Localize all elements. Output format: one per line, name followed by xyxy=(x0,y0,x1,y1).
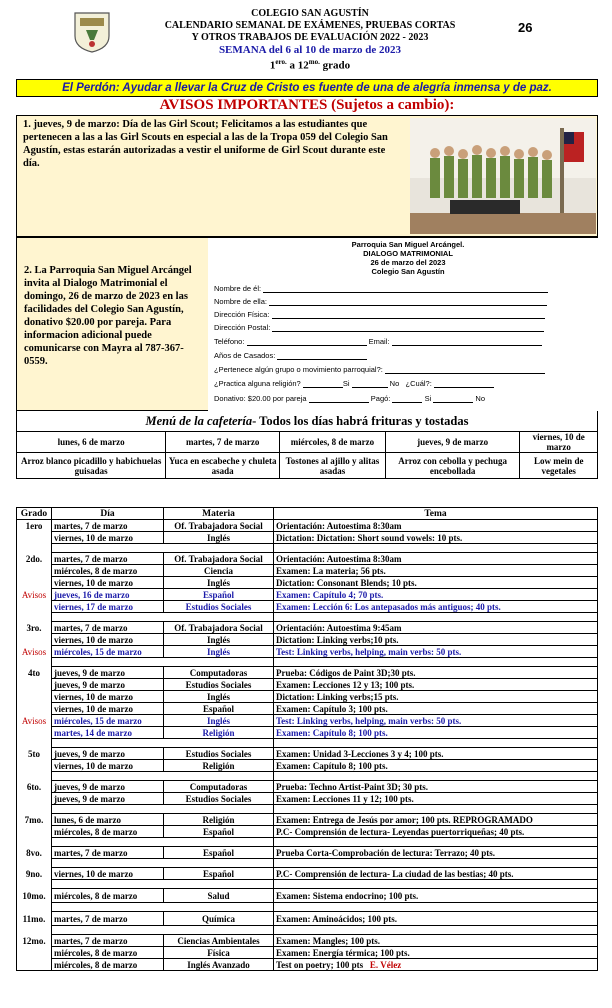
cell-dia: jueves, 9 de marzo xyxy=(52,748,164,760)
teacher-name: E. Vélez xyxy=(369,959,402,970)
document-header xyxy=(0,0,612,80)
menu-day: lunes, 6 de marzo xyxy=(17,432,166,453)
field-pago[interactable] xyxy=(392,394,422,403)
table-row xyxy=(17,565,598,577)
cell-dia: viernes, 10 de marzo xyxy=(52,760,164,772)
field-label-email: Email: xyxy=(368,337,390,346)
table-row xyxy=(17,601,598,613)
cell-dia: miércoles, 8 de marzo xyxy=(52,947,164,959)
table-row xyxy=(17,935,598,947)
cell-tema: Test: Linking verbs, helping, main verbs: 50 pts. xyxy=(274,646,598,658)
header-line-2: CALENDARIO SEMANAL DE EXÁMENES, PRUEBAS CORTAS xyxy=(164,20,456,31)
menu-meal: Yuca en escabeche y chuleta asada xyxy=(166,453,280,479)
table-row xyxy=(17,667,598,679)
cell-materia: Inglés xyxy=(164,577,274,589)
grade-label: 1ero xyxy=(17,520,52,532)
cell-dia: viernes, 10 de marzo xyxy=(52,634,164,646)
table-row xyxy=(17,889,598,903)
option-si: Si xyxy=(342,379,350,388)
cell-tema: Orientación: Autoestima 9:45am xyxy=(274,622,598,634)
cell-materia: Ciencias Ambientales xyxy=(164,935,274,947)
cell-tema: Examen: Sistema endocrino; 100 pts. xyxy=(274,889,598,903)
cell-materia: Estudios Sociales xyxy=(164,748,274,760)
col-header-dia: Día xyxy=(52,508,164,520)
cell-tema: P.C- Comprensión de lectura- La ciudad de las bestias; 40 pts. xyxy=(274,868,598,880)
cell-materia: Estudios Sociales xyxy=(164,793,274,805)
cell-dia: martes, 7 de marzo xyxy=(52,912,164,926)
option-pago-si: Si xyxy=(424,394,432,403)
aviso-2-text: 2. La Parroquia San Miguel Arcángel invita al Dialogo Matrimonial el domingo, 26 de marzo de 2023 en las facilidades del Colegio San Agustín, donativo $20.00 por pareja. Para informacion adicional puede comunicarse con Mayra al 787-367-0559. xyxy=(24,265,192,367)
field-label-religion: ¿Practica alguna religión? xyxy=(214,379,301,388)
field-religion-no[interactable] xyxy=(352,379,388,388)
menu-meal: Tostones al ajillo y alitas asadas xyxy=(280,453,386,479)
school-seal-icon xyxy=(72,10,112,54)
cell-dia: martes, 14 de marzo xyxy=(52,727,164,739)
cell-materia: Of. Trabajadora Social xyxy=(164,520,274,532)
menu-day: martes, 7 de marzo xyxy=(166,432,280,453)
field-religion-si[interactable] xyxy=(303,379,343,388)
grade-label: 5to xyxy=(17,748,52,760)
field-label-cual: ¿Cuál?: xyxy=(405,379,432,388)
cell-materia: Salud xyxy=(164,889,274,903)
table-row xyxy=(17,715,598,727)
table-row xyxy=(17,703,598,715)
cell-tema: Examen: Aminoácidos; 100 pts. xyxy=(274,912,598,926)
cell-materia: Español xyxy=(164,703,274,715)
cell-materia: Inglés xyxy=(164,691,274,703)
cell-tema: Prueba: Códigos de Paint 3D;30 pts. xyxy=(274,667,598,679)
table-row xyxy=(17,520,598,532)
cell-materia: Of. Trabajadora Social xyxy=(164,622,274,634)
grade-label: 8vo. xyxy=(17,847,52,859)
cell-materia: Inglés xyxy=(164,532,274,544)
menu-day: miércoles, 8 de marzo xyxy=(280,432,386,453)
field-nombre-el[interactable] xyxy=(263,284,548,293)
page-number: 26 xyxy=(518,20,533,35)
registration-form xyxy=(208,238,598,411)
grade-label: 3ro. xyxy=(17,622,52,634)
col-header-tema: Tema xyxy=(274,508,598,520)
field-label-pago: Pagó: xyxy=(370,394,391,403)
table-row xyxy=(17,847,598,859)
option-no: No xyxy=(389,379,400,388)
school-name: COLEGIO SAN AGUSTÍN xyxy=(251,8,369,19)
table-row xyxy=(17,947,598,959)
avisos-label: Avisos xyxy=(17,589,52,601)
cell-dia: viernes, 10 de marzo xyxy=(52,532,164,544)
table-row xyxy=(17,781,598,793)
cell-materia: Religión xyxy=(164,727,274,739)
form-title-1: Parroquia San Miguel Arcángel. xyxy=(351,240,465,249)
cell-dia: miércoles, 8 de marzo xyxy=(52,826,164,838)
aviso-2 xyxy=(16,237,598,411)
header-line-3: Y OTROS TRABAJOS DE EVALUACIÓN 2022 - 2023 xyxy=(191,32,429,43)
grade-label: 4to xyxy=(17,667,52,679)
grade-range: $1^{ero.}$ a $12^{mo.}$ grado xyxy=(269,58,351,72)
table-row xyxy=(17,691,598,703)
menu-title-rest: - Todos los días habrá frituras y tostadas xyxy=(252,414,469,428)
cell-materia: Inglés Avanzado xyxy=(164,959,274,971)
cell-materia: Inglés xyxy=(164,715,274,727)
cell-materia: Of. Trabajadora Social xyxy=(164,553,274,565)
table-row xyxy=(17,748,598,760)
table-row xyxy=(17,589,598,601)
form-title-3: 26 de marzo del 2023 xyxy=(370,258,446,267)
cell-dia: martes, 7 de marzo xyxy=(52,622,164,634)
cell-materia: Química xyxy=(164,912,274,926)
cell-dia: viernes, 10 de marzo xyxy=(52,577,164,589)
avisos-title: AVISOS IMPORTANTES (Sujetos a cambio): xyxy=(159,97,455,113)
field-label-donativo: Donativo: $20.00 por pareja xyxy=(214,394,307,403)
menu-title xyxy=(16,411,598,431)
cell-tema: Examen: Capítulo 8; 100 pts. xyxy=(274,727,598,739)
exams-table xyxy=(16,507,598,971)
cell-dia: miércoles, 15 de marzo xyxy=(52,646,164,658)
cell-tema: Dictation: Linking verbs;10 pts. xyxy=(274,634,598,646)
girl-scouts-photo xyxy=(410,118,596,234)
field-email[interactable] xyxy=(392,337,542,346)
field-label-dir-fisica: Dirección Física: xyxy=(214,310,270,319)
field-label-nombre-el: Nombre de él: xyxy=(214,284,262,293)
field-donativo[interactable] xyxy=(309,394,369,403)
table-row xyxy=(17,868,598,880)
cell-tema: Examen: Capítulo 4; 70 pts. xyxy=(274,589,598,601)
menu-meal: Arroz con cebolla y pechuga encebollada xyxy=(385,453,520,479)
cell-tema: Test: Linking verbs, helping, main verbs: 50 pts. xyxy=(274,715,598,727)
cell-tema: Dictation: Linking verbs;15 pts. xyxy=(274,691,598,703)
cell-materia: Computadoras xyxy=(164,667,274,679)
menu-title-main: Menú de la cafetería xyxy=(145,414,253,428)
cell-tema: Examen: Capítulo 8; 100 pts. xyxy=(274,760,598,772)
table-row xyxy=(17,760,598,772)
cell-tema: Examen: La materia; 56 pts. xyxy=(274,565,598,577)
grade-label: 9no. xyxy=(17,868,52,880)
week-range: SEMANA del 6 al 10 de marzo de 2023 xyxy=(218,44,402,56)
cell-materia: Ciencia xyxy=(164,565,274,577)
cell-materia: Español xyxy=(164,589,274,601)
cell-materia: Religión xyxy=(164,760,274,772)
cell-materia: Física xyxy=(164,947,274,959)
cell-dia: jueves, 9 de marzo xyxy=(52,793,164,805)
cell-materia: Español xyxy=(164,868,274,880)
grade-label: 2do. xyxy=(17,553,52,565)
cell-tema: Orientación: Autoestima 8:30am xyxy=(274,520,598,532)
cell-materia: Estudios Sociales xyxy=(164,601,274,613)
field-label-nombre-ella: Nombre de ella: xyxy=(214,297,267,306)
cell-dia: martes, 7 de marzo xyxy=(52,520,164,532)
grade-label: 10mo. xyxy=(17,889,52,903)
aviso-1 xyxy=(16,115,598,237)
cell-tema: Examen: Energía térmica; 100 pts. xyxy=(274,947,598,959)
cell-dia: martes, 7 de marzo xyxy=(52,847,164,859)
cafeteria-menu xyxy=(16,431,598,479)
field-label-grupo: ¿Pertenece algún grupo o movimiento parroquial?: xyxy=(214,365,383,374)
field-dir-postal[interactable] xyxy=(272,323,544,332)
table-row xyxy=(17,577,598,589)
field-dir-fisica[interactable] xyxy=(272,310,545,319)
cell-tema: Examen: Capítulo 3; 100 pts. xyxy=(274,703,598,715)
col-header-materia: Materia xyxy=(164,508,274,520)
table-row xyxy=(17,532,598,544)
field-nombre-ella[interactable] xyxy=(269,297,547,306)
menu-meal: Arroz blanco picadillo y habichuelas guisadas xyxy=(17,453,166,479)
table-row xyxy=(17,634,598,646)
form-title-2: DIALOGO MATRIMONIAL xyxy=(363,249,453,258)
table-row xyxy=(17,826,598,838)
table-row xyxy=(17,727,598,739)
table-row xyxy=(17,679,598,691)
col-header-grado: Grado xyxy=(17,508,52,520)
avisos-label: Avisos xyxy=(17,715,52,727)
cell-tema: Examen: Lecciones 12 y 13; 100 pts. xyxy=(274,679,598,691)
table-row xyxy=(17,814,598,826)
field-anos[interactable] xyxy=(277,351,367,360)
cell-tema: Examen: Entrega de Jesús por amor; 100 pts. REPROGRAMADO xyxy=(274,814,598,826)
cell-dia: viernes, 10 de marzo xyxy=(52,691,164,703)
field-cual[interactable] xyxy=(434,379,494,388)
cell-materia: Computadoras xyxy=(164,781,274,793)
cell-materia: Inglés xyxy=(164,634,274,646)
aviso-1-text: 1. jueves, 9 de marzo: Día de las Girl Scout; Felicitamos a las estudiantes que pertenecen a las a las Girl Scouts en especial a las de la Tropa 059 del Colegio San Agustín, estas estarán autorizadas a vestir el uniforme de Girl Scout durante este día. xyxy=(23,119,388,169)
cell-dia: viernes, 17 de marzo xyxy=(52,601,164,613)
field-label-dir-postal: Dirección Postal: xyxy=(214,323,271,332)
cell-dia: jueves, 9 de marzo xyxy=(52,781,164,793)
cell-dia: lunes, 6 de marzo xyxy=(52,814,164,826)
cell-dia: miércoles, 8 de marzo xyxy=(52,565,164,577)
table-row xyxy=(17,912,598,926)
grade-label: 6to. xyxy=(17,781,52,793)
cell-tema: P.C- Comprensión de lectura- Leyendas puertorriqueñas; 40 pts. xyxy=(274,826,598,838)
menu-day: viernes, 10 de marzo xyxy=(520,432,598,453)
cell-materia: Español xyxy=(164,826,274,838)
avisos-label: Avisos xyxy=(17,646,52,658)
form-title-4: Colegio San Agustín xyxy=(371,267,445,276)
cell-dia: viernes, 10 de marzo xyxy=(52,703,164,715)
field-label-anos: Años de Casados: xyxy=(214,351,276,360)
cell-dia: miércoles, 15 de marzo xyxy=(52,715,164,727)
field-telefono[interactable] xyxy=(247,337,367,346)
cell-tema: Prueba: Techno Artist-Paint 3D; 30 pts. xyxy=(274,781,598,793)
cell-tema: Dictation: Consonant Blends; 10 pts. xyxy=(274,577,598,589)
cell-tema-text: Test on poetry; 100 pts xyxy=(276,959,364,970)
option-pago-no: No xyxy=(475,394,486,403)
grade-label: 11mo. xyxy=(17,912,52,926)
cell-tema: Examen: Mangles; 100 pts. xyxy=(274,935,598,947)
cell-dia: miércoles, 8 de marzo xyxy=(52,889,164,903)
field-pago-si[interactable] xyxy=(433,394,473,403)
cell-materia: Español xyxy=(164,847,274,859)
cell-dia: jueves, 9 de marzo xyxy=(52,679,164,691)
cell-dia: miércoles, 8 de marzo xyxy=(52,959,164,971)
table-row xyxy=(17,622,598,634)
cell-dia: martes, 7 de marzo xyxy=(52,553,164,565)
cell-tema: Orientación: Autoestima 8:30am xyxy=(274,553,598,565)
grade-label: 7mo. xyxy=(17,814,52,826)
cell-dia: jueves, 9 de marzo xyxy=(52,667,164,679)
table-row xyxy=(17,793,598,805)
cell-tema xyxy=(274,959,598,971)
cell-materia: Estudios Sociales xyxy=(164,679,274,691)
field-grupo[interactable] xyxy=(385,365,545,374)
cell-tema: Examen: Unidad 3-Lecciones 3 y 4; 100 pts. xyxy=(274,748,598,760)
cell-materia: Religión xyxy=(164,814,274,826)
table-row xyxy=(17,959,598,971)
cell-tema: Examen: Lección 6: Los antepasados más antiguos; 40 pts. xyxy=(274,601,598,613)
cell-dia: jueves, 16 de marzo xyxy=(52,589,164,601)
cell-materia: Inglés xyxy=(164,646,274,658)
grade-label: 12mo. xyxy=(17,935,52,947)
menu-meal: Low mein de vegetales xyxy=(520,453,598,479)
table-row xyxy=(17,553,598,565)
cell-dia: martes, 7 de marzo xyxy=(52,935,164,947)
cell-tema: Dictation: Dictation: Short sound vowels: 10 pts. xyxy=(274,532,598,544)
banner-message: El Perdón: Ayudar a llevar la Cruz de Cristo es fuente de una de alegría inmensa y de paz. xyxy=(16,79,598,97)
cell-tema: Prueba Corta-Comprobación de lectura: Terrazo; 40 pts. xyxy=(274,847,598,859)
field-label-telefono: Teléfono: xyxy=(214,337,245,346)
cell-dia: viernes, 10 de marzo xyxy=(52,868,164,880)
cell-tema: Examen: Lecciones 11 y 12; 100 pts. xyxy=(274,793,598,805)
menu-day: jueves, 9 de marzo xyxy=(385,432,520,453)
table-row xyxy=(17,646,598,658)
